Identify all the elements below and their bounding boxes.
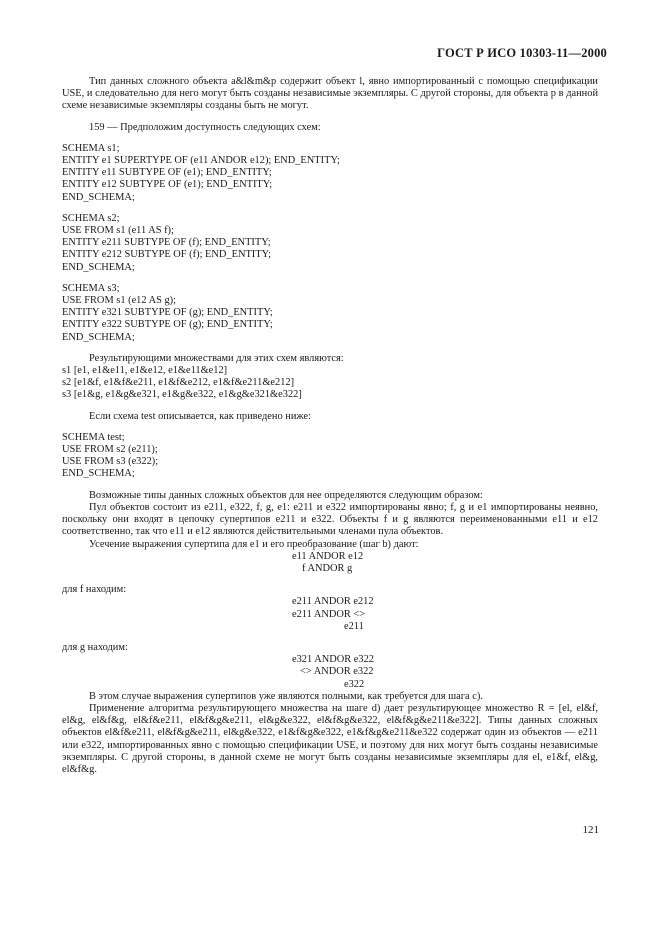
code-line: END_SCHEMA;	[62, 191, 135, 203]
code-line: ENTITY e212 SUBTYPE OF (f); END_ENTITY;	[62, 249, 272, 261]
expression-line: f ANDOR g	[302, 562, 353, 574]
example-heading: 159 — Предположим доступность следующих схем:	[89, 121, 321, 133]
paragraph-intro: Тип данных сложного объекта a&l&m&p содержит объект l, явно импортированный с помощью спецификации USE, и следовательно для него могут быть созданы независимые экземпляры. С другой стороны, для объекта p в данной схеме независимые экземпляры созданы быть не могут.	[62, 76, 598, 112]
code-line: USE FROM s1 (e11 AS f);	[62, 225, 174, 237]
code-line: ENTITY e322 SUBTYPE OF (g); END_ENTITY;	[62, 319, 273, 331]
code-line: ENTITY e12 SUBTYPE OF (e1); END_ENTITY;	[62, 179, 273, 191]
code-line: ENTITY e211 SUBTYPE OF (f); END_ENTITY;	[62, 237, 271, 249]
expression-line: e211 ANDOR <>	[292, 608, 366, 620]
code-block-s1	[62, 143, 598, 204]
paragraph-pool: Пул объектов состоит из e211, e322, f, g, e1: e211 и e322 импортированы явно; f, g и e1 импортированы неявно, поскольку они входят в цепочку супертипов e211 и e322. Объекты f и g являются переименованными e11 и e12 соответственно, так что e11 и e12 являются действительными членами пула объектов.	[62, 501, 598, 538]
code-line: SCHEMA test;	[62, 431, 125, 443]
page-content	[62, 76, 598, 776]
code-block-test	[62, 432, 598, 481]
page-number: 121	[582, 824, 599, 836]
code-line: ENTITY e321 SUBTYPE OF (g); END_ENTITY;	[62, 307, 273, 319]
code-line: END_SCHEMA;	[62, 331, 135, 343]
result-set-line: s1 [e1, e1&e11, e1&e12, e1&e11&e12]	[62, 365, 228, 377]
paragraph-possible-types: Возможные типы данных сложных объектов для нее определяются следующим образом:	[89, 489, 483, 501]
code-block-s2	[62, 213, 598, 274]
code-line: SCHEMA s3;	[62, 282, 120, 294]
paragraph-result-sets: Результирующими множествами для этих схем являются:	[89, 352, 344, 364]
paragraph-complete: В этом случае выражения супертипов уже являются полными, как требуется для шага с).	[89, 690, 483, 702]
paragraph-for-g: для g находим:	[62, 641, 128, 653]
result-set-line: s3 [e1&g, e1&g&e321, e1&g&e322, e1&g&e321&e322]	[62, 389, 302, 401]
paragraph-for-f: для f находим:	[62, 584, 127, 596]
expression-line: e11 ANDOR e12	[292, 550, 364, 562]
expression-line: <> ANDOR e322	[300, 666, 374, 678]
code-line: SCHEMA s1;	[62, 142, 120, 154]
expression-line: e321 ANDOR e322	[292, 654, 374, 666]
code-line: USE FROM s3 (e322);	[62, 456, 159, 468]
expression-line: e211	[344, 620, 364, 632]
paragraph-test-schema: Если схема test описывается, как приведено ниже:	[89, 410, 311, 422]
paragraph-truncation: Усечение выражения супертипа для e1 и его преобразование (шаг b) дают:	[89, 538, 419, 550]
code-line: ENTITY e1 SUPERTYPE OF (e11 ANDOR e12); END_ENTITY;	[62, 155, 340, 167]
code-line: END_SCHEMA;	[62, 468, 135, 480]
code-line: END_SCHEMA;	[62, 261, 135, 273]
expression-f	[292, 596, 598, 633]
expression-line: e211 ANDOR e212	[292, 596, 374, 608]
document-header: ГОСТ Р ИСО 10303-11—2000	[437, 46, 607, 60]
expression-g	[292, 654, 598, 691]
code-line: ENTITY e11 SUBTYPE OF (e1); END_ENTITY;	[62, 167, 272, 179]
code-line: USE FROM s1 (e12 AS g);	[62, 295, 177, 307]
expression-e1	[292, 551, 598, 575]
expression-line: e322	[344, 678, 365, 690]
code-line: USE FROM s2 (e211);	[62, 444, 158, 456]
paragraph-algorithm: Применение алгоритма результирующего множества на шаге d) дает результирующее множество R = [el, el&f, el&g, el&f&g, el&f&e211, el&f&g&e211, el&g&e322, el&f&g&e322, el&f&g&e211&e322]. Типы данных сложных объектов el&f&e211, el&f&g&e211, el&g&e322, e1&f&g&e322, e1&f&g&e211&e322 содержат один из объектов — e211 или e322, импортированных явно с помощью спецификации USE, и поэтому для них могут быть созданы независимые экземпляры. С другой стороны, в данной схеме не могут быть созданы независимые экземпляры для el, e1&f, el&g, el&f&g.	[62, 702, 598, 775]
result-sets-list	[62, 365, 598, 402]
code-block-s3	[62, 283, 598, 344]
code-line: SCHEMA s2;	[62, 212, 120, 224]
result-set-line: s2 [e1&f, e1&f&e211, e1&f&e212, e1&f&e211&e212]	[62, 377, 295, 389]
